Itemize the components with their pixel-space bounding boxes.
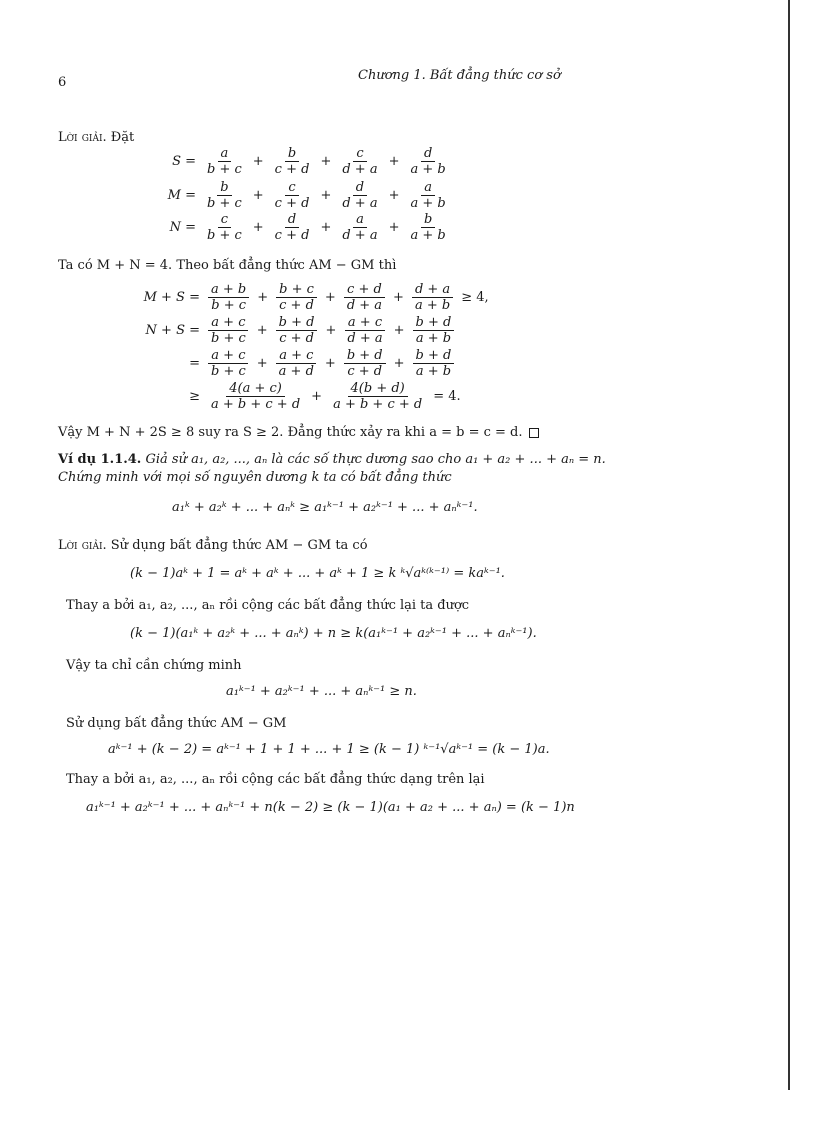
equation-lhs: = <box>189 356 200 371</box>
fraction <box>276 348 317 379</box>
fraction <box>412 282 453 313</box>
plus-sign: + <box>256 356 268 371</box>
fraction-denominator: c + d <box>279 298 314 313</box>
solution-1-intro <box>58 130 134 145</box>
page-number: 6 <box>58 75 67 90</box>
fraction-denominator: d + a <box>342 196 378 211</box>
fraction <box>407 212 448 243</box>
fraction-denominator: a + b <box>410 228 446 243</box>
plus-sign: + <box>252 188 264 203</box>
fraction <box>413 348 455 379</box>
fraction-numerator: d + a <box>412 282 453 298</box>
fraction-denominator: c + d <box>279 331 314 346</box>
eq-M-plus-S <box>120 282 493 313</box>
fraction <box>339 180 380 211</box>
fraction-denominator: b + c <box>207 228 242 243</box>
fraction-numerator: a + c <box>208 348 248 364</box>
fraction-numerator: b + d <box>276 315 318 331</box>
fraction-denominator: d + a <box>346 298 383 313</box>
page-edge-line <box>788 0 790 1090</box>
fraction-denominator: b + c <box>207 196 242 211</box>
example-statement: Giả sử a₁, a₂, ..., aₙ là các số thực dương sao cho a₁ + a₂ + ... + aₙ = n. <box>145 452 606 467</box>
fraction <box>344 315 385 346</box>
fraction-denominator: a + b <box>410 196 446 211</box>
fraction-numerator: 4(b + d) <box>348 381 408 397</box>
fraction-denominator: c + d <box>274 228 310 243</box>
example-label: Ví dụ 1.1.4. <box>58 452 142 467</box>
fraction-numerator: d <box>421 146 435 162</box>
plus-sign: + <box>256 323 268 338</box>
equation-lhs: ≥ <box>189 389 200 404</box>
fraction <box>208 348 249 379</box>
fraction-numerator: d <box>285 212 299 228</box>
equation-tail: = 4. <box>433 389 461 404</box>
fraction-denominator: a + b <box>415 331 452 346</box>
plus-sign: + <box>324 356 336 371</box>
fraction <box>330 381 425 412</box>
fraction <box>339 146 380 177</box>
equation-lhs: N + S = <box>145 323 200 338</box>
fraction-numerator: c + d <box>344 282 385 298</box>
fraction-numerator: b <box>421 212 435 228</box>
plus-sign: + <box>388 154 400 169</box>
equation-tail: ≥ 4, <box>461 290 489 305</box>
fraction-denominator: d + a <box>342 162 378 177</box>
fraction-denominator: d + a <box>342 228 378 243</box>
fraction-numerator: d <box>353 180 367 196</box>
replace-2: Thay a bởi a₁, a₂, ..., aₙ rồi cộng các bất đẳng thức dạng trên lại <box>66 772 485 787</box>
fraction-denominator: a + b + c + d <box>333 397 423 412</box>
fraction <box>339 212 380 243</box>
equation-lhs: M + S = <box>143 290 200 305</box>
fraction-numerator: a + c <box>276 348 316 364</box>
fraction-numerator: a <box>353 212 367 228</box>
fraction-denominator: a + b <box>410 162 446 177</box>
fraction <box>208 282 249 313</box>
fraction <box>204 212 245 243</box>
need-prove: Vậy ta chỉ cần chứng minh <box>66 658 242 673</box>
equation-lhs: S = <box>172 154 196 169</box>
plus-sign: + <box>320 220 332 235</box>
fraction-numerator: c <box>285 180 298 196</box>
fraction <box>276 282 317 313</box>
fraction <box>413 315 455 346</box>
fraction <box>272 180 313 211</box>
plus-sign: + <box>393 356 405 371</box>
fraction-denominator: a + b + c + d <box>211 397 301 412</box>
fraction-numerator: a <box>421 180 435 196</box>
fraction-numerator: c <box>353 146 366 162</box>
eq-N-plus-S-step3 <box>120 381 465 412</box>
fraction-numerator: c <box>218 212 231 228</box>
fraction-numerator: b + d <box>344 348 386 364</box>
example-line-2: Chứng minh với mọi số nguyên dương k ta có bất đẳng thức <box>58 470 452 485</box>
eq-need: a₁ᵏ⁻¹ + a₂ᵏ⁻¹ + ... + aₙᵏ⁻¹ ≥ n. <box>226 684 417 699</box>
fraction <box>272 146 313 177</box>
eq-N-plus-S-step2 <box>120 348 458 379</box>
conclusion-1-text: Vậy M + N + 2S ≥ 8 suy ra S ≥ 2. Đẳng thức xảy ra khi a = b = c = d. <box>58 425 523 440</box>
fraction <box>276 315 318 346</box>
fraction <box>272 212 313 243</box>
eq-N <box>140 212 453 243</box>
fraction-denominator: b + c <box>207 162 242 177</box>
plus-sign: + <box>325 323 337 338</box>
plus-sign: + <box>388 188 400 203</box>
fraction <box>344 348 386 379</box>
fraction-denominator: a + b <box>414 298 451 313</box>
plus-sign: + <box>393 323 405 338</box>
fraction-numerator: b + d <box>413 348 455 364</box>
fraction-denominator: c + d <box>347 364 383 379</box>
fraction-numerator: a + c <box>208 315 248 331</box>
fraction-denominator: b + c <box>211 331 246 346</box>
solution-2-text: Sử dụng bất đẳng thức AM − GM ta có <box>110 538 368 553</box>
plus-sign: + <box>252 220 264 235</box>
fraction-denominator: b + c <box>211 298 246 313</box>
solution-2-intro <box>58 538 368 553</box>
fraction-numerator: b + c <box>276 282 317 298</box>
fraction <box>407 146 448 177</box>
fraction-denominator: a + b <box>415 364 452 379</box>
fraction <box>204 146 245 177</box>
qed-box-icon <box>529 428 539 438</box>
fraction-denominator: b + c <box>211 364 246 379</box>
plus-sign: + <box>311 389 323 404</box>
fraction-numerator: a + b <box>208 282 249 298</box>
fraction-numerator: b <box>285 146 299 162</box>
plus-sign: + <box>324 290 336 305</box>
equation-lhs: N = <box>169 220 196 235</box>
replace-1: Thay a bởi a₁, a₂, ..., aₙ rồi cộng các bất đẳng thức lại ta được <box>66 598 470 613</box>
eq-amgm-2: aᵏ⁻¹ + (k − 2) = aᵏ⁻¹ + 1 + 1 + ... + 1 ≥ (k − 1) ᵏ⁻¹√aᵏ⁻¹ = (k − 1)a. <box>108 742 550 757</box>
fraction-numerator: a + c <box>345 315 385 331</box>
fraction-numerator: b + d <box>413 315 455 331</box>
example-line-1 <box>58 452 606 467</box>
fraction-denominator: d + a <box>347 331 383 346</box>
fraction <box>204 180 245 211</box>
eq-sum-2: a₁ᵏ⁻¹ + a₂ᵏ⁻¹ + ... + aₙᵏ⁻¹ + n(k − 2) ≥ (k − 1)(a₁ + a₂ + ... + aₙ) = (k − 1)n <box>86 800 575 815</box>
eq-N-plus-S <box>120 315 458 346</box>
eq-S <box>140 146 453 177</box>
fraction <box>208 381 303 412</box>
plus-sign: + <box>393 290 404 305</box>
solution-label: Lời giải. <box>58 538 107 553</box>
plus-sign: + <box>252 154 264 169</box>
equation-lhs: M = <box>167 188 196 203</box>
fraction-numerator: a <box>218 146 232 162</box>
conclusion-1 <box>58 425 539 440</box>
fraction-denominator: a + d <box>278 364 314 379</box>
fraction-numerator: b <box>217 180 231 196</box>
running-head: Chương 1. Bất đẳng thức cơ sở <box>358 68 561 83</box>
plus-sign: + <box>388 220 400 235</box>
fraction-numerator: 4(a + c) <box>226 381 285 397</box>
fraction <box>344 282 385 313</box>
ta-co-line: Ta có M + N = 4. Theo bất đẳng thức AM − GM thì <box>58 258 397 273</box>
eq-amgm-1: (k − 1)aᵏ + 1 = aᵏ + aᵏ + ... + aᵏ + 1 ≥ k ᵏ√aᵏ⁽ᵏ⁻¹⁾ = kaᵏ⁻¹. <box>130 566 505 581</box>
eq-sum-1: (k − 1)(a₁ᵏ + a₂ᵏ + ... + aₙᵏ) + n ≥ k(a₁ᵏ⁻¹ + a₂ᵏ⁻¹ + ... + aₙᵏ⁻¹). <box>130 626 537 641</box>
fraction <box>407 180 448 211</box>
eq-M <box>140 180 453 211</box>
plus-sign: + <box>320 188 332 203</box>
solution-label: Lời giải. <box>58 130 107 145</box>
solution-word: Đặt <box>110 130 135 145</box>
fraction-denominator: c + d <box>274 162 310 177</box>
eq-main-inequality: a₁ᵏ + a₂ᵏ + ... + aₙᵏ ≥ a₁ᵏ⁻¹ + a₂ᵏ⁻¹ + ... + aₙᵏ⁻¹. <box>172 500 478 515</box>
plus-sign: + <box>320 154 332 169</box>
fraction <box>208 315 249 346</box>
plus-sign: + <box>257 290 269 305</box>
fraction-denominator: c + d <box>274 196 310 211</box>
use-amgm: Sử dụng bất đẳng thức AM − GM <box>66 716 287 731</box>
